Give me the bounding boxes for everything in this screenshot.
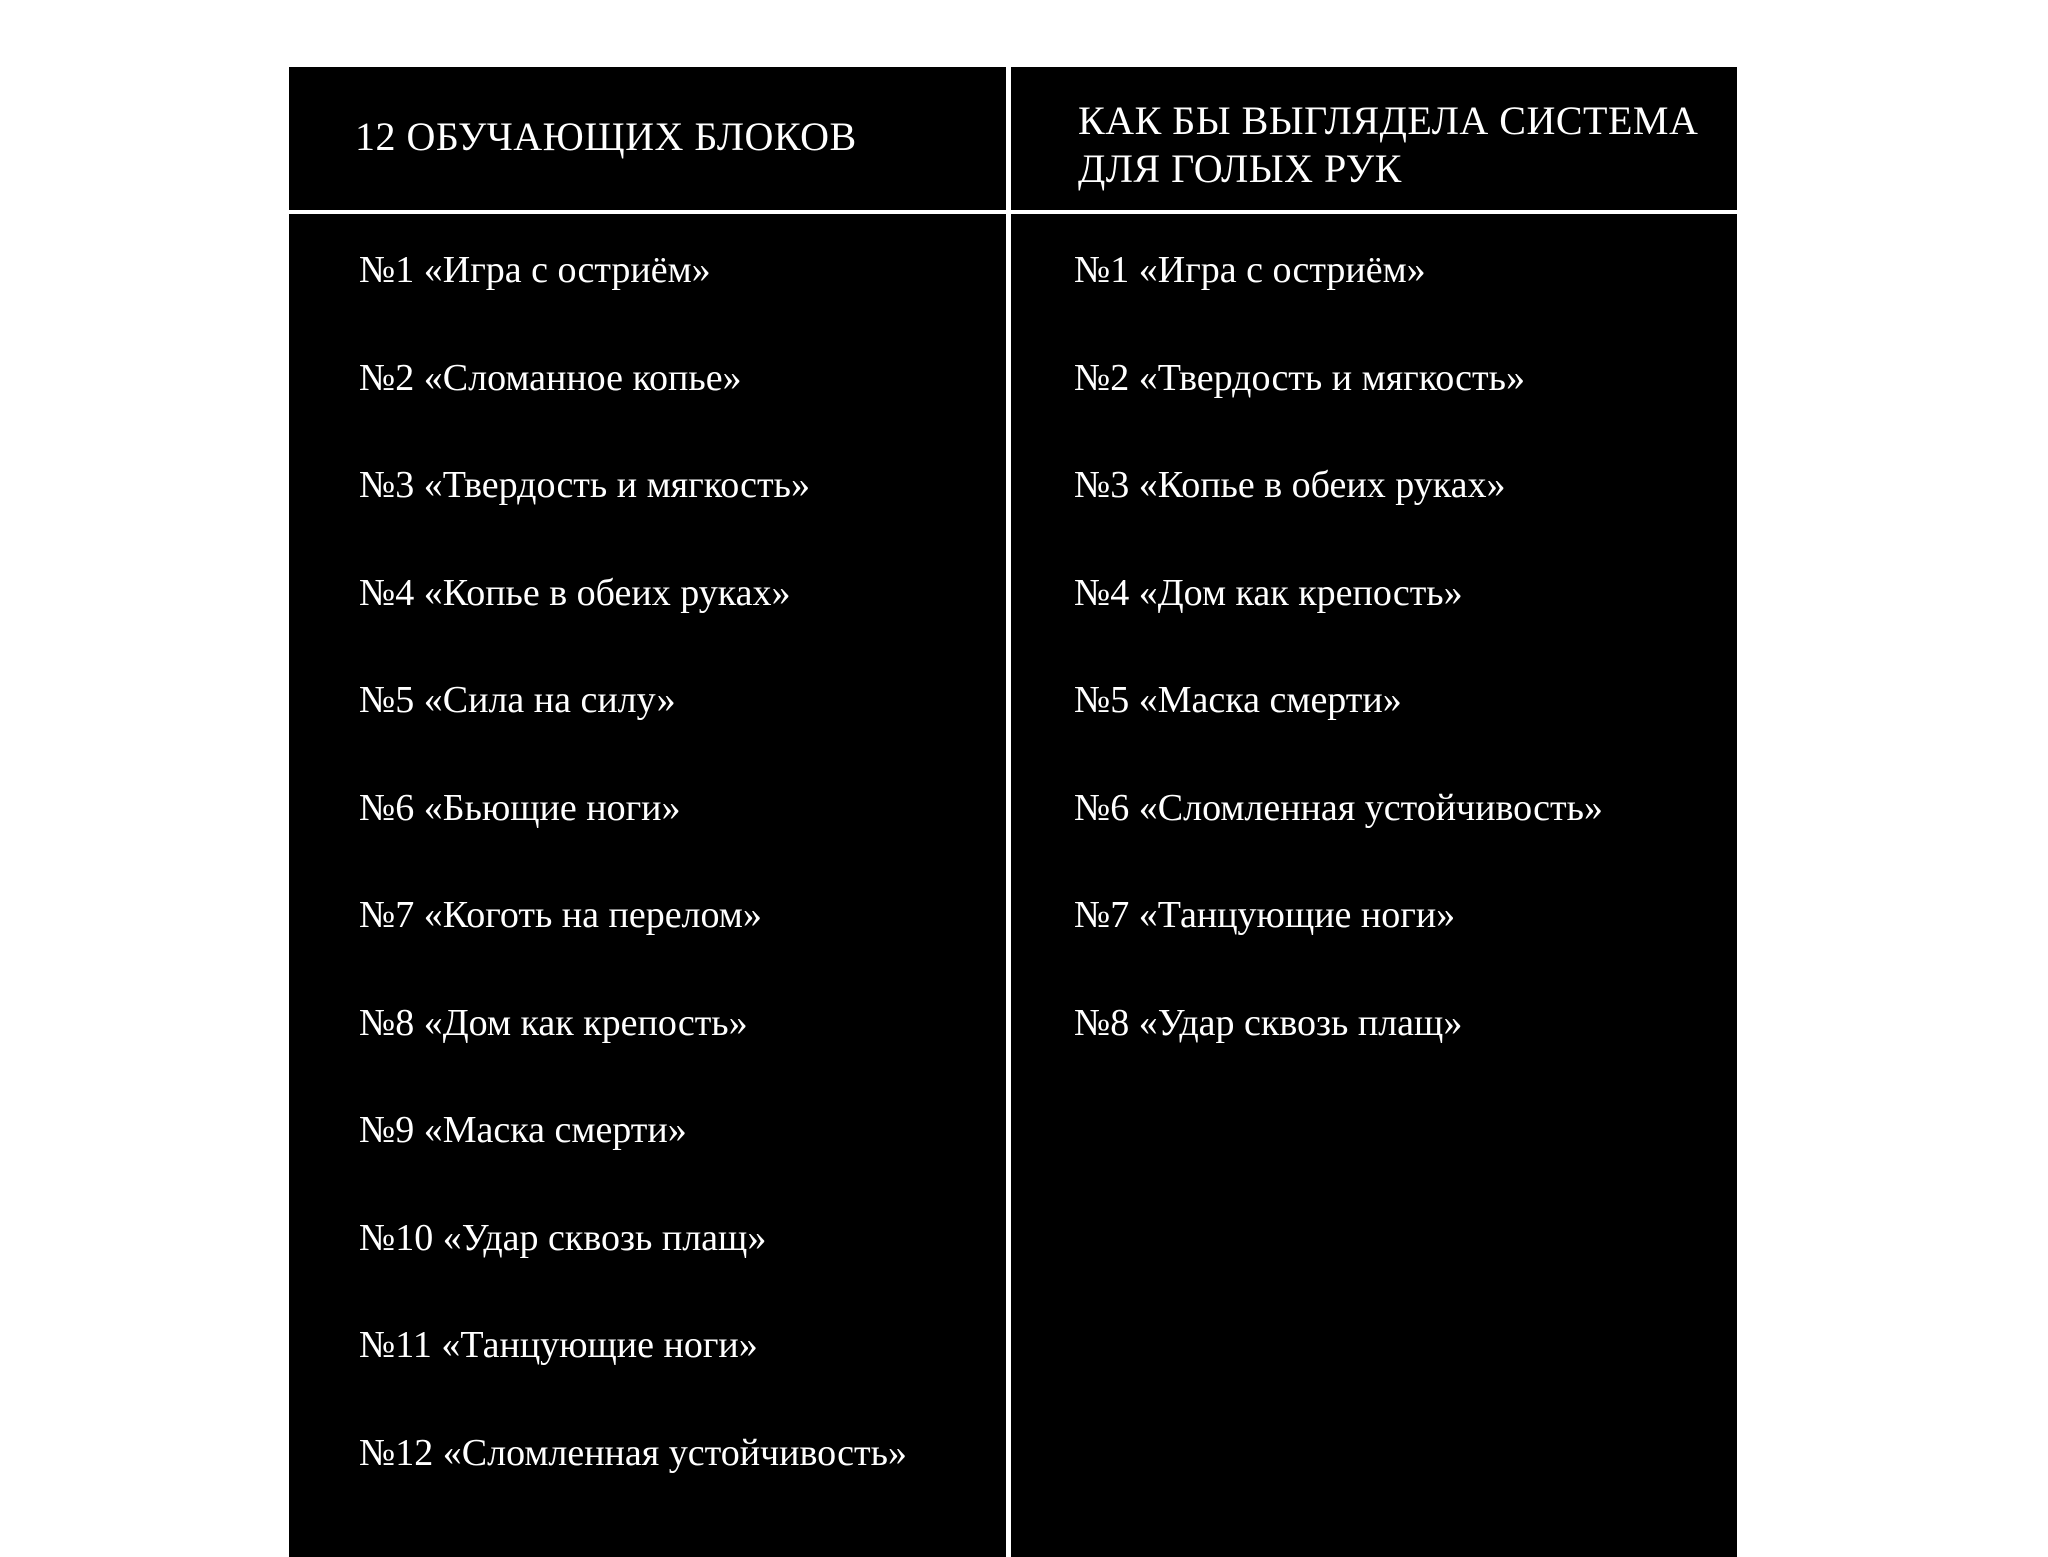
- column-divider: [1006, 67, 1011, 1557]
- left-list-item: №9 «Маска смерти»: [359, 1109, 687, 1151]
- right-header-line-1: КАК БЫ ВЫГЛЯДЕЛА СИСТЕМА: [1078, 98, 1699, 143]
- right-list-item: №2 «Твердость и мягкость»: [1074, 356, 1525, 399]
- right-header-line-2: ДЛЯ ГОЛЫХ РУК: [1078, 146, 1402, 191]
- right-list-item: №8 «Удар сквозь плащ»: [1074, 1001, 1463, 1044]
- left-list-item: №6 «Бьющие ноги»: [359, 786, 681, 829]
- left-column-list: [359, 245, 999, 1535]
- right-column-list: [1074, 245, 1714, 1105]
- right-list-item: №3 «Копье в обеих руках»: [1074, 464, 1506, 506]
- left-list-item: №1 «Игра с остриём»: [359, 249, 711, 291]
- comparison-table: [289, 67, 1737, 1557]
- left-list-item: №4 «Копье в обеих руках»: [359, 571, 791, 614]
- left-list-item: №7 «Коготь на перелом»: [359, 894, 762, 936]
- right-list-item: №5 «Маска смерти»: [1074, 679, 1402, 721]
- right-list-item: №7 «Танцующие ноги»: [1074, 894, 1456, 936]
- left-list-item: №2 «Сломанное копье»: [359, 356, 742, 399]
- left-list-item: №10 «Удар сквозь плащ»: [359, 1216, 767, 1259]
- left-list-item: №3 «Твердость и мягкость»: [359, 464, 810, 506]
- right-column-header: [1078, 97, 1718, 193]
- right-list-item: №1 «Игра с остриём»: [1074, 249, 1426, 291]
- left-list-item: №8 «Дом как крепость»: [359, 1001, 748, 1044]
- left-list-item: №11 «Танцующие ноги»: [359, 1324, 758, 1366]
- table-header-row: [289, 67, 1737, 214]
- right-list-item: №4 «Дом как крепость»: [1074, 571, 1463, 614]
- right-list-item: №6 «Сломленная устойчивость»: [1074, 786, 1603, 829]
- left-list-item: №12 «Сломленная устойчивость»: [359, 1431, 907, 1474]
- left-list-item: №5 «Сила на силу»: [359, 679, 676, 721]
- left-column-header: 12 ОБУЧАЮЩИХ БЛОКОВ: [355, 114, 857, 159]
